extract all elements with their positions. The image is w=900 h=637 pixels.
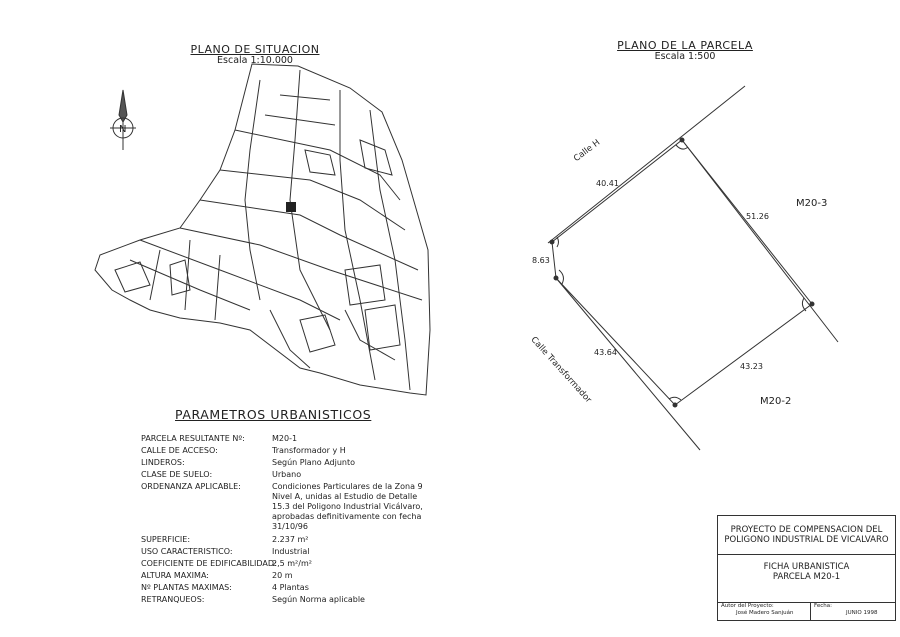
ficha-line-1: FICHA URBANISTICA <box>763 562 850 572</box>
param-label: CALLE DE ACCESO: <box>141 446 218 455</box>
author-cell <box>718 602 811 620</box>
street-h-label: Calle H <box>572 137 603 164</box>
location-map <box>95 64 430 395</box>
situacion-scale: Escala 1:10.000 <box>217 55 293 66</box>
param-label: USO CARACTERISTICO: <box>141 547 233 556</box>
date-value: JUNIO 1998 <box>846 610 878 616</box>
dim-north: 40.41 <box>596 179 619 188</box>
param-value: Transformador y H <box>272 446 346 455</box>
parcel-location-marker <box>286 202 296 212</box>
project-line-1: PROYECTO DE COMPENSACION DEL <box>730 525 883 535</box>
param-label: PARCELA RESULTANTE Nº: <box>141 434 245 443</box>
street-transformador-label: Calle Transformador <box>528 335 594 406</box>
param-value: 4 Plantas <box>272 583 309 592</box>
param-value: 2,5 m²/m² <box>272 559 312 568</box>
param-value: M20-1 <box>272 434 298 443</box>
dim-west: 8.63 <box>532 256 550 265</box>
parcela-title: PLANO DE LA PARCELA <box>617 39 753 52</box>
author-label: Autor del Proyecto: <box>721 603 774 609</box>
param-value: Urbano <box>272 470 302 479</box>
north-arrow-icon <box>110 90 136 150</box>
param-label: ALTURA MAXIMA: <box>141 571 209 580</box>
param-label: COEFICIENTE DE EDIFICABILIDAD: <box>141 559 277 568</box>
param-value: 2.237 m² <box>272 535 309 544</box>
project-line-2: POLIGONO INDUSTRIAL DE VICALVARO <box>724 535 889 545</box>
author-name: José Madero Sanjuán <box>736 610 794 616</box>
title-block <box>717 515 896 621</box>
ficha-block <box>718 554 895 603</box>
situacion-title: PLANO DE SITUACION <box>190 43 320 56</box>
param-label: LINDEROS: <box>141 458 185 467</box>
param-label: CLASE DE SUELO: <box>141 470 213 479</box>
param-value: 20 m <box>272 571 293 580</box>
dim-southwest: 43.64 <box>594 348 617 357</box>
neighbor-south: M20-2 <box>760 396 792 407</box>
params-title: PARAMETROS URBANISTICOS <box>175 407 372 422</box>
param-value: Industrial <box>272 547 310 556</box>
param-value: Condiciones Particulares de la Zona 9 Nivel A, unidas al Estudio de Detalle 15.3 del Poligono Industrial Vicálvaro, aprobadas definitivamente con fecha 31/10/96 <box>272 482 423 531</box>
param-label: SUPERFICIE: <box>141 535 191 544</box>
parcela-scale: Escala 1:500 <box>654 51 716 62</box>
project-name <box>718 516 895 555</box>
param-label: ORDENANZA APLICABLE: <box>141 482 241 491</box>
param-label: RETRANQUEOS: <box>141 595 205 604</box>
author-date-row <box>718 602 895 620</box>
compass-letter: N <box>119 124 127 135</box>
date-label: Fecha: <box>814 603 832 609</box>
ficha-line-2: PARCELA M20-1 <box>772 572 841 582</box>
param-label: Nº PLANTAS MAXIMAS: <box>141 583 232 592</box>
param-value: Según Norma aplicable <box>272 595 365 604</box>
dim-southeast: 43.23 <box>740 362 763 371</box>
dim-east: 51.26 <box>746 212 769 221</box>
param-value: Según Plano Adjunto <box>272 458 356 467</box>
neighbor-north: M20-3 <box>796 198 828 209</box>
